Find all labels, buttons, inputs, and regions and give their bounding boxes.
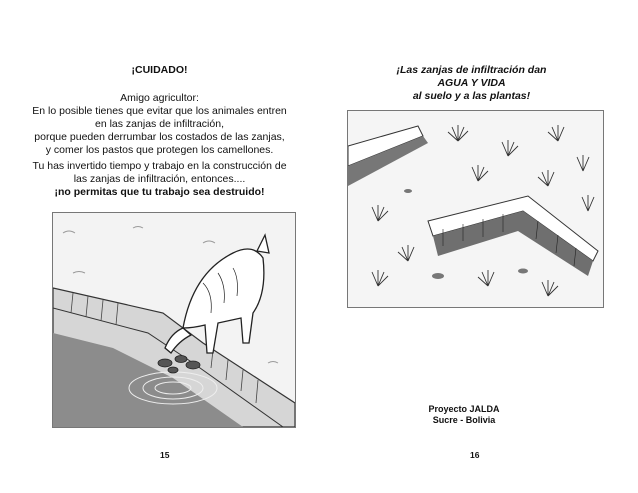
text-line: Amigo agricultor: (120, 92, 199, 104)
text-line: porque pueden derrumbar los costados de las zanjas, (34, 131, 285, 143)
left-paragraph-1 (0, 92, 319, 157)
goat-drawing (53, 213, 295, 427)
text-line: las zanjas de infiltración, entonces.... (73, 173, 246, 185)
text-line: Tu has invertido tiempo y trabajo en la construcción de (32, 160, 287, 172)
project-credit (319, 404, 609, 426)
trench-grass-illustration (347, 110, 604, 308)
credit-line: Proyecto JALDA (428, 404, 500, 414)
left-paragraph-2 (0, 160, 319, 199)
right-heading (319, 64, 624, 103)
left-heading: ¡CUIDADO! (131, 64, 188, 76)
heading-line: AGUA Y VIDA (437, 77, 506, 89)
text-line: y comer los pastos que protegen los camellones. (45, 144, 274, 156)
page-number-left: 15 (160, 450, 170, 460)
credit-line: Sucre - Bolivia (432, 415, 496, 425)
text-line: En lo posible tienes que evitar que los animales entren (32, 105, 287, 117)
goat-trench-illustration (52, 212, 296, 428)
heading-line: al suelo y a las plantas! (412, 90, 531, 102)
heading-line: ¡Las zanjas de infiltración dan (396, 64, 547, 76)
text-line: en las zanjas de infiltración, (95, 118, 224, 130)
warning-line: ¡no permitas que tu trabajo sea destruido! (54, 186, 265, 198)
page-number-right: 16 (470, 450, 480, 460)
trench-drawing (348, 111, 603, 307)
